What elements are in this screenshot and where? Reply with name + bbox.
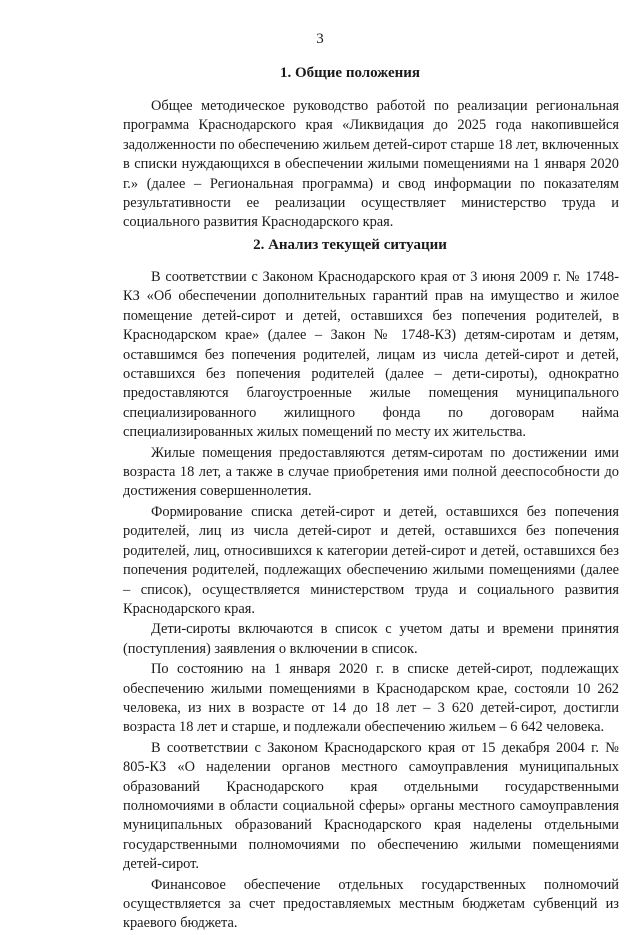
section-2-paragraph: Формирование списка детей-сирот и детей, оставшихся без попечения родителей, лиц из числа детей-сирот и детей, оставшихся без попечения родителей, лиц, относившихся к категории детей-сирот и детей, оставшихся без попечения родителей, подлежащих обеспечению жилыми помещениями (далее – список), осуществляется министерством труда и социального развития Краснодарского края. xyxy=(123,503,619,617)
section-2-paragraph: Жилые помещения предоставляются детям-сиротам по достижении ими возраста 18 лет, а также в случае приобретения ими полной дееспособности до достижения совершеннолетия. xyxy=(123,444,619,500)
section-2-paragraph: Дети-сироты включаются в список с учетом даты и времени принятия (поступления) заявления о включении в список. xyxy=(123,621,619,657)
page-number: 3 xyxy=(316,31,324,47)
section-2-body xyxy=(123,268,619,935)
section-2-paragraph: Финансовое обеспечение отдельных государственных полномочий осуществляется за счет предоставляемых местным бюджетам субвенций из краевого бюджета. xyxy=(123,876,619,932)
section-2-paragraph: По состоянию на 1 января 2020 г. в списке детей-сирот, подлежащих обеспечению жилыми помещениями в Краснодарском крае, состояли 10 262 человека, из них в возрасте от 14 до 18 лет – 3 620 детей-сирот, достигли возраста 18 лет и старше, и подлежали обеспечению жильем – 6 642 человека. xyxy=(123,661,619,736)
section-2-paragraph: В соответствии с Законом Краснодарского края от 15 декабря 2004 г. № 805-КЗ «О наделении органов местного самоуправления муниципальных образований Краснодарского края отдельными государственными полномочиями в области социальной сферы» органы местного самоуправления муниципальных образований Краснодарского края наделены отдельными государственными полномочиями по обеспечению жилыми помещениями детей-сирот. xyxy=(123,739,619,873)
section-2-paragraph: В соответствии с Законом Краснодарского края от 3 июня 2009 г. № 1748-КЗ «Об обеспечении дополнительных гарантий прав на имущество и жилое помещение детей-сирот и детей, оставшихся без попечения родителей, в Краснодарском крае» (далее – Закон № 1748-КЗ) детям-сиротам и детям, оставшимся без попечения родителей, лицам из числа детей-сирот и детей, оставшихся без попечения родителей (далее – дети-сироты), однократно предоставляются благоустроенные жилые помещения муниципального специализированного жилищного фонда по договорам найма специализированных жилых помещений по месту их жительства. xyxy=(123,269,619,441)
section-1-title: 1. Общие положения xyxy=(279,65,421,81)
section-1-paragraph: Общее методическое руководство работой по реализации региональная программа Краснодарского края «Ликвидация до 2025 года накопившейся задолженности по обеспечению жильем детей-сирот старше 18 лет, включенных в списки нуждающихся в обеспечении жилыми помещениями на 1 января 2020 г.» (далее – Региональная программа) и свод информации по показателям результативности ее реализации осуществляет министерство труда и социального развития Краснодарского края. xyxy=(123,98,619,231)
section-2-title: 2. Анализ текущей ситуации xyxy=(253,237,447,253)
section-1-body xyxy=(123,97,619,233)
